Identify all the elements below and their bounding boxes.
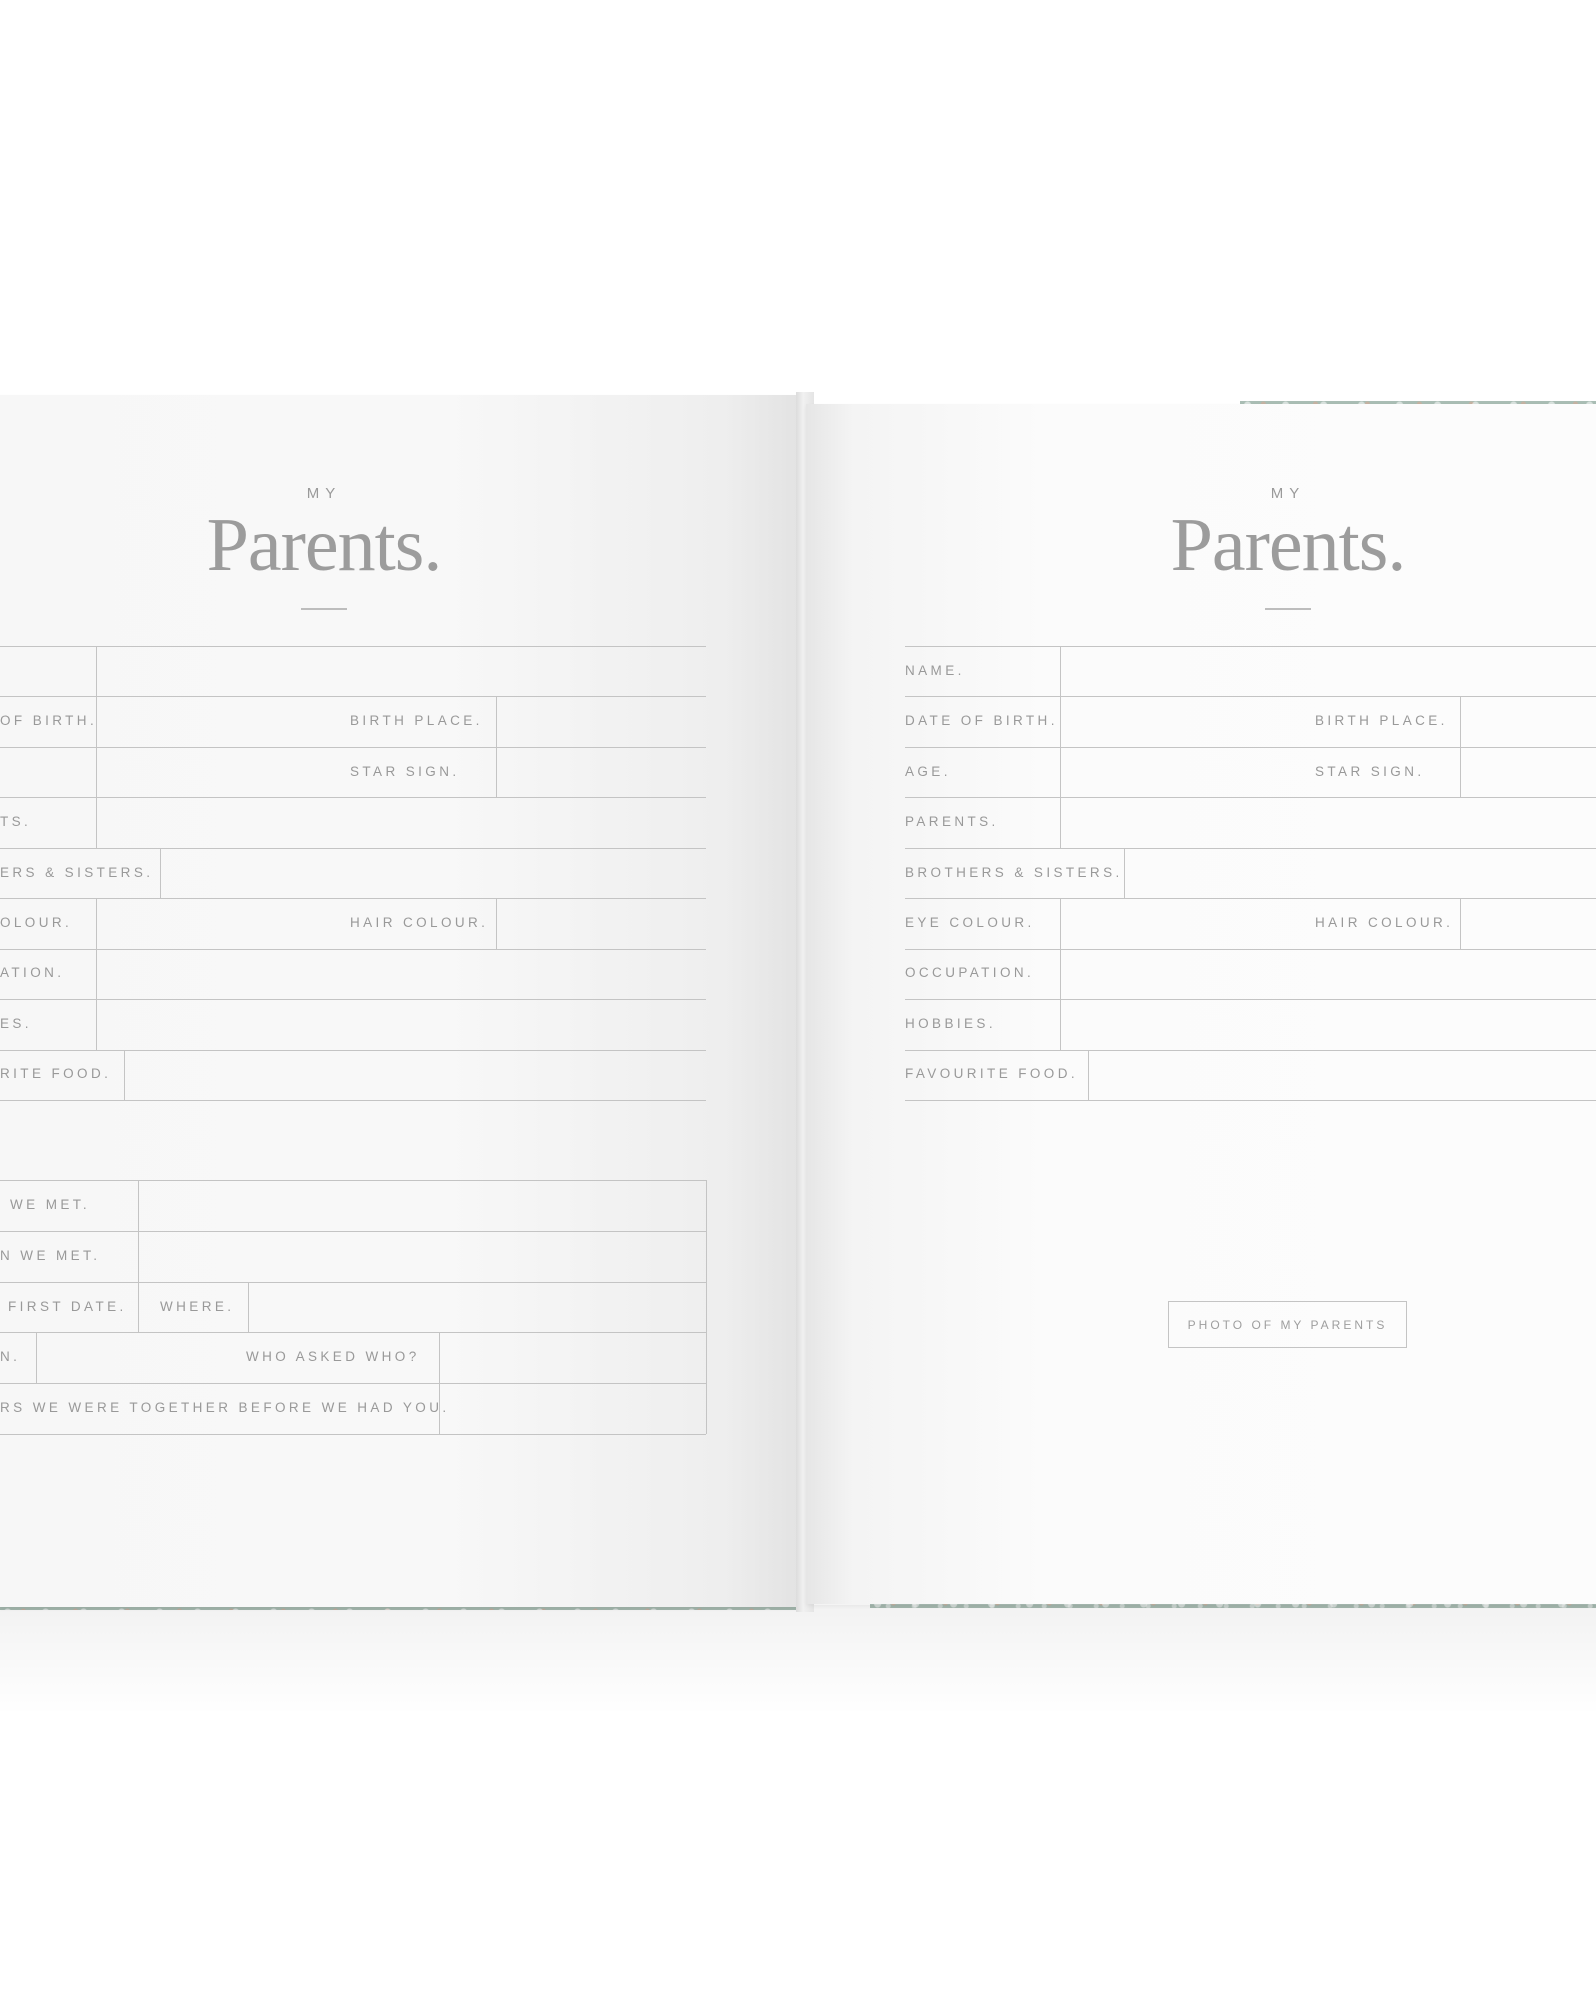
left-label-birth-place: BIRTH PLACE. [350, 713, 483, 728]
right-form-line [905, 999, 1596, 1000]
left-form-divider [160, 848, 161, 898]
left-form2-line [0, 1434, 706, 1435]
right-form-divider [1060, 646, 1061, 696]
left-label-proposal: N. [0, 1349, 21, 1364]
left-form-line [0, 949, 706, 950]
left-form2-divider [138, 1180, 139, 1231]
left-heading-my: MY [306, 485, 342, 502]
left-form2-divider [138, 1282, 139, 1332]
right-label-favourite-food: FAVOURITE FOOD. [905, 1066, 1079, 1081]
left-form-line [0, 999, 706, 1000]
right-label-occupation: OCCUPATION. [905, 965, 1035, 980]
book-shadow [0, 1605, 1596, 1715]
right-form-divider [1124, 848, 1125, 898]
right-form-divider [1088, 1050, 1089, 1100]
left-form2-line [0, 1332, 706, 1333]
left-form-line [0, 1050, 706, 1051]
left-label-favourite-food: RITE FOOD. [0, 1066, 112, 1081]
left-heading-parents: Parents. [206, 503, 442, 587]
right-form-divider [1060, 999, 1061, 1050]
left-label-who-asked-who: WHO ASKED WHO? [246, 1349, 420, 1364]
left-form2-line [0, 1180, 706, 1181]
photo-placeholder-label: PHOTO OF MY PARENTS [1187, 1317, 1388, 1332]
left-page [0, 395, 804, 1607]
right-form-divider [1460, 898, 1461, 949]
right-label-hair-colour: HAIR COLOUR. [1315, 915, 1454, 930]
left-label-where-we-met: N WE MET. [0, 1248, 101, 1263]
right-label-name: NAME. [905, 663, 965, 678]
right-form-divider [1060, 696, 1061, 747]
right-form-line [905, 848, 1596, 849]
left-form-divider [96, 999, 97, 1050]
left-form-line [0, 848, 706, 849]
right-form-divider [1060, 747, 1061, 797]
left-form-divider [496, 898, 497, 949]
left-label-star-sign: STAR SIGN. [350, 764, 460, 779]
right-label-star-sign: STAR SIGN. [1315, 764, 1425, 779]
left-form2-line [0, 1383, 706, 1384]
left-form-line [0, 696, 706, 697]
right-label-date-of-birth: DATE OF BIRTH. [905, 713, 1058, 728]
left-label-eye-colour: OLOUR. [0, 915, 73, 930]
left-label-hair-colour: HAIR COLOUR. [350, 915, 489, 930]
left-label-brothers-sisters: ERS & SISTERS. [0, 865, 154, 880]
left-form-line [0, 747, 706, 748]
left-label-years-together: RS WE WERE TOGETHER BEFORE WE HAD YOU. [0, 1400, 450, 1415]
right-label-eye-colour: EYE COLOUR. [905, 915, 1035, 930]
right-form-divider [1060, 898, 1061, 949]
right-heading-parents: Parents. [1170, 503, 1406, 587]
left-label-first-date: FIRST DATE. [8, 1299, 127, 1314]
left-form-divider [496, 747, 497, 797]
right-form-line [905, 747, 1596, 748]
left-label-when-we-met: WE MET. [10, 1197, 91, 1212]
right-label-parents: PARENTS. [905, 814, 999, 829]
right-form-line [905, 898, 1596, 899]
right-form-divider [1460, 696, 1461, 747]
left-form2-line [0, 1231, 706, 1232]
right-form-line [905, 696, 1596, 697]
left-form2-divider [36, 1332, 37, 1383]
left-form2-line [0, 1282, 706, 1283]
right-label-hobbies: HOBBIES. [905, 1016, 996, 1031]
right-form-divider [1460, 747, 1461, 797]
left-form-line [0, 797, 706, 798]
left-form-divider [96, 747, 97, 797]
left-label-hobbies: ES. [0, 1016, 32, 1031]
left-form2-divider [138, 1231, 139, 1282]
left-form2-right-border [706, 1180, 707, 1434]
left-form-divider [496, 696, 497, 747]
left-label-date-of-birth: OF BIRTH. [0, 713, 98, 728]
right-label-brothers-sisters: BROTHERS & SISTERS. [905, 865, 1123, 880]
left-form-line [0, 898, 706, 899]
right-page [806, 404, 1596, 1604]
right-form-line [905, 646, 1596, 647]
left-form-divider [96, 646, 97, 696]
left-form-divider [96, 797, 97, 848]
left-heading-divider [301, 608, 347, 610]
right-form-line [905, 797, 1596, 798]
left-form2-divider [248, 1282, 249, 1332]
right-form-divider [1060, 949, 1061, 999]
left-form-line [0, 1100, 706, 1101]
right-form-line [905, 1100, 1596, 1101]
left-label-occupation: ATION. [0, 965, 65, 980]
left-label-where: WHERE. [160, 1299, 235, 1314]
right-heading-divider [1265, 608, 1311, 610]
left-label-parents: TS. [0, 814, 32, 829]
right-form-line [905, 1050, 1596, 1051]
left-form-divider [96, 898, 97, 949]
photo-placeholder-box [1168, 1301, 1407, 1348]
left-form-divider [124, 1050, 125, 1100]
left-form2-divider [439, 1332, 440, 1383]
left-form-divider [96, 949, 97, 999]
right-label-age: AGE. [905, 764, 951, 779]
right-form-line [905, 949, 1596, 950]
right-heading-my: MY [1270, 485, 1306, 502]
right-label-birth-place: BIRTH PLACE. [1315, 713, 1448, 728]
right-form-divider [1060, 797, 1061, 848]
left-form-line [0, 646, 706, 647]
